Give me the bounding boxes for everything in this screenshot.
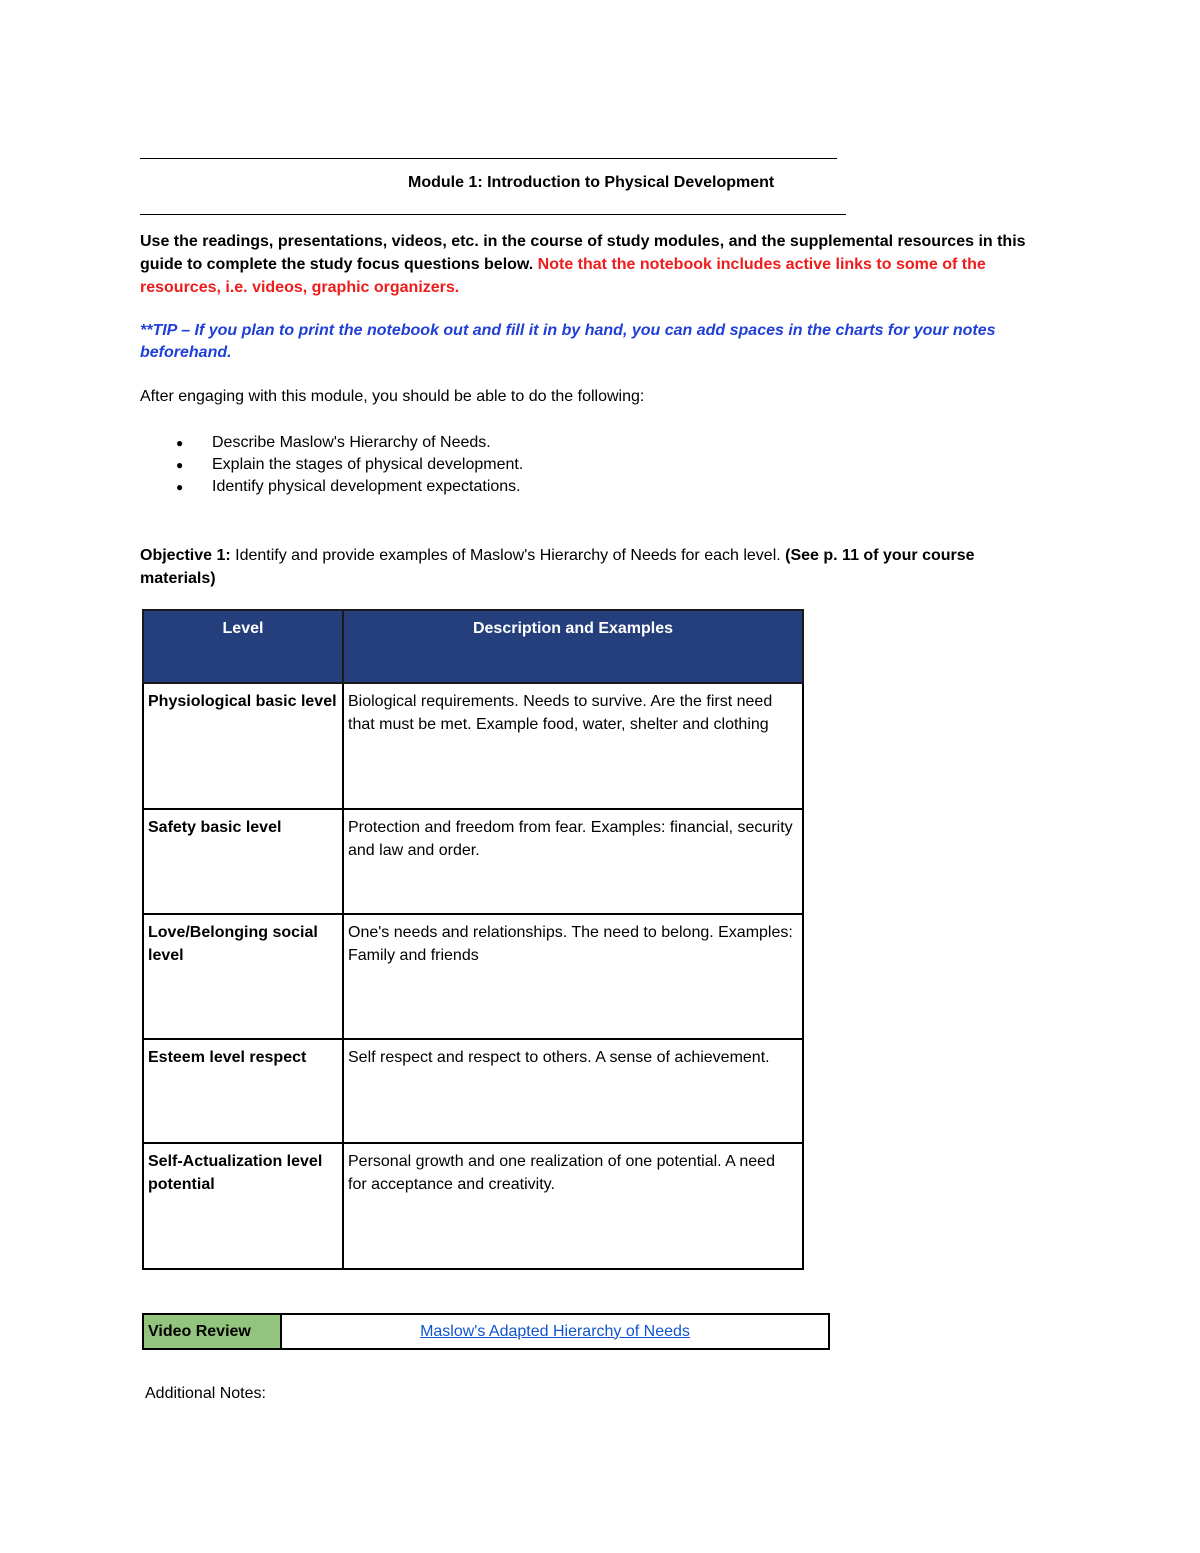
header-level: Level: [143, 610, 343, 683]
video-review-table: [142, 1313, 830, 1350]
bullet-icon: ●: [176, 480, 184, 494]
description-cell[interactable]: One's needs and relationships. The need to belong. Examples: Family and friends: [343, 914, 803, 1039]
list-item: ● Describe Maslow's Hierarchy of Needs.: [140, 432, 523, 454]
description-cell[interactable]: Biological requirements. Needs to survive. Are the first need that must be met. Example food, water, shelter and clothing: [343, 683, 803, 809]
objective-label: Objective 1:: [140, 547, 231, 564]
table-row: [143, 1039, 803, 1143]
level-cell: Esteem level respect: [143, 1039, 343, 1143]
top-rule: [140, 158, 837, 159]
video-link[interactable]: Maslow's Adapted Hierarchy of Needs: [420, 1322, 690, 1340]
outcomes-intro: After engaging with this module, you should be able to do the following:: [140, 388, 645, 405]
objective-1: [140, 544, 1040, 590]
table-row: [143, 809, 803, 914]
bullet-icon: ●: [176, 458, 184, 472]
intro-note: Note that the notebook includes active links to some of the resources, i.e. videos, graphic organizers.: [140, 256, 986, 296]
level-cell: Self-Actualization level potential: [143, 1143, 343, 1269]
table-row: [143, 683, 803, 809]
description-cell[interactable]: Self respect and respect to others. A sense of achievement.: [343, 1039, 803, 1143]
description-cell[interactable]: Personal growth and one realization of one potential. A need for acceptance and creativity.: [343, 1143, 803, 1269]
objective-text: Identify and provide examples of Maslow's Hierarchy of Needs for each level.: [230, 547, 786, 564]
maslow-table: [142, 609, 804, 1270]
list-item: ● Explain the stages of physical development.: [140, 454, 523, 476]
additional-notes-label: Additional Notes:: [145, 1385, 266, 1402]
tip-text: **TIP – If you plan to print the notebook out and fill it in by hand, you can add spaces in the charts for your notes beforehand.: [140, 322, 996, 361]
bullet-icon: ●: [176, 436, 184, 450]
level-cell: Safety basic level: [143, 809, 343, 914]
table-row: [143, 1143, 803, 1269]
table-row: [143, 914, 803, 1039]
intro-text: Use the readings, presentations, videos, etc. in the course of study modules, and the supplemental resources in this guide to complete the study focus questions below.: [140, 233, 1026, 273]
header-description: Description and Examples: [343, 610, 803, 683]
video-review-label: Video Review: [143, 1314, 281, 1349]
page-title: Module 1: Introduction to Physical Development: [408, 174, 775, 191]
table-header-row: [143, 610, 803, 683]
intro-paragraph: [140, 230, 1070, 299]
objective-ref: (See p. 11 of your course materials): [140, 547, 975, 587]
video-link-cell: [281, 1314, 829, 1349]
objectives-list: [140, 432, 523, 498]
list-item: ● Identify physical development expectations.: [140, 476, 523, 498]
description-cell[interactable]: Protection and freedom from fear. Examples: financial, security and law and order.: [343, 809, 803, 914]
level-cell: Physiological basic level: [143, 683, 343, 809]
level-cell: Love/Belonging social level: [143, 914, 343, 1039]
title-rule: [140, 214, 846, 215]
